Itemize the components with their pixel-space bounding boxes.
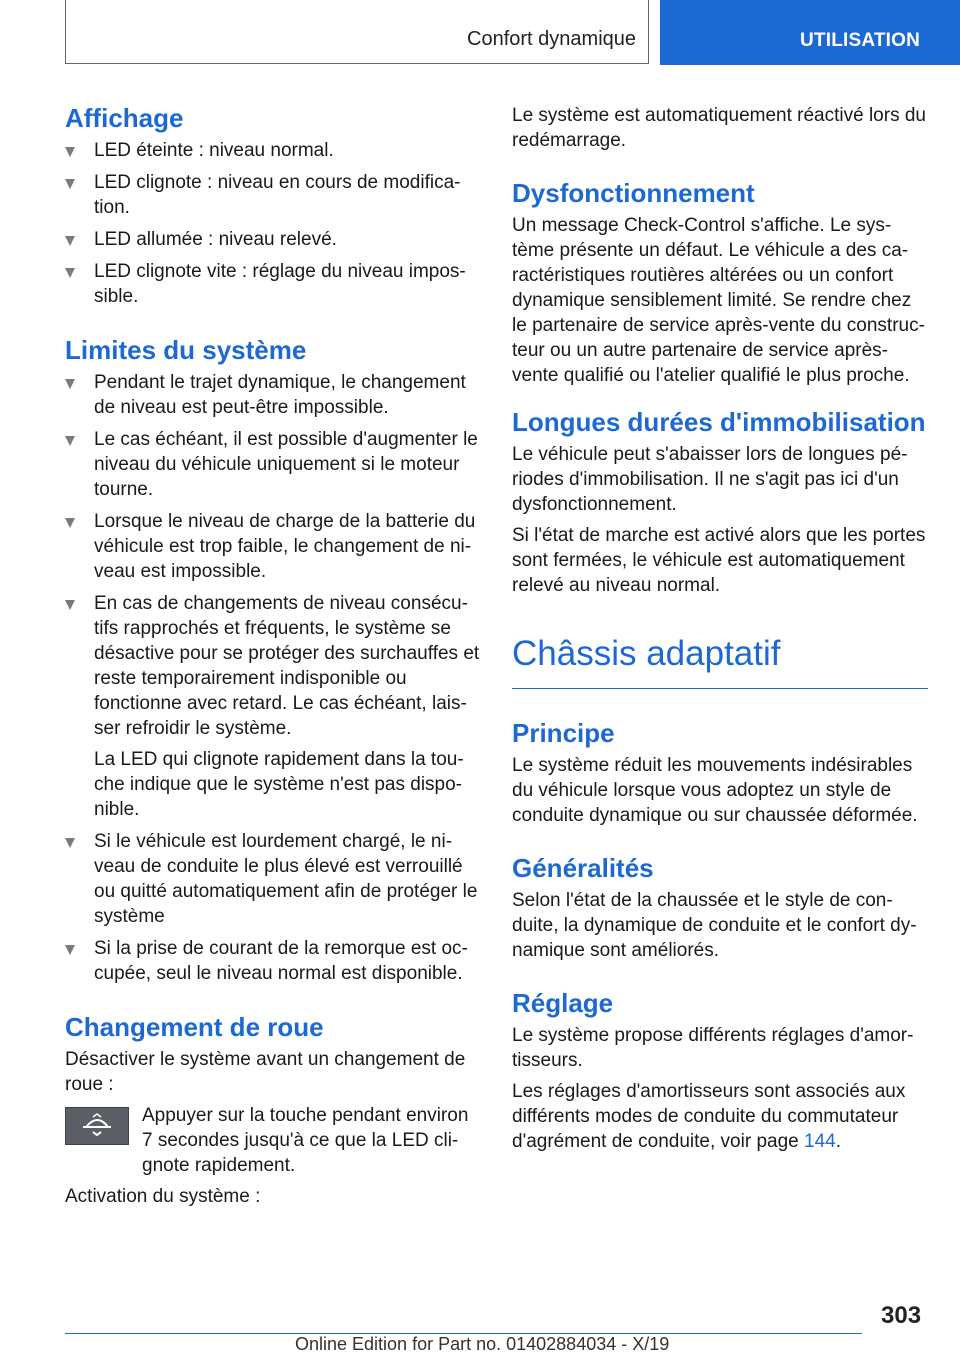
list-item: Le cas échéant, il est possible d'augmenter le niveau du véhicule uniquement si le moteur tourne. [65,427,480,502]
list-item: LED clignote : niveau en cours de modifica‐tion. [65,170,480,220]
header-tab-label: UTILISATION [800,30,921,51]
affichage-heading: Affichage [65,103,184,133]
principe-text: Le système réduit les mouvements indésirables du véhicule lorsque vous adoptez un style de conduite dynamique ou sur chaussée déformée. [512,755,918,826]
dysfonctionnement-text: Un message Check-Control s'affiche. Le sys‐tème présente un défaut. Le véhicule a des ca‐ractéristiques routières altérées ou un confort dynamique sensiblement limité. Se rendre chez le partenaire de service après-vente du construc‐teur ou un autre partenaire de service après-vente qualifié ou l'atelier qualifié le plus proche. [512,215,925,386]
principe-heading: Principe [512,718,615,748]
triangle-down-icon [65,838,75,848]
affichage-list [65,138,480,309]
reglage-text-2: Les réglages d'amortisseurs sont associés aux différents modes de conduite du commutateur d'agrément de conduite, voir page 144. [512,1081,906,1152]
longues-text-1: Le véhicule peut s'abaisser lors de longues pé‐riodes d'immobilisation. Il ne s'agit pas ici d'un dysfonctionnement. [512,444,908,515]
generalites-heading: Généralités [512,853,654,883]
header-tab [660,0,960,65]
reactivation-text: Le système est automatiquement réactivé lors du redémarrage. [512,105,926,151]
car-level-icon [66,1108,128,1144]
list-item-note: La LED qui clignote rapidement dans la tou‐che indique que le système n'est pas dispo‐nible. [94,749,464,820]
right-column [512,103,928,1160]
button-instruction [65,1103,480,1178]
chassis-heading: Châssis adaptatif [512,628,928,689]
triangle-down-icon [65,268,75,278]
footer-edition: Online Edition for Part no. 01402884034 - X/19 [295,1334,670,1354]
list-item: Si le véhicule est lourdement chargé, le ni‐veau de conduite le plus élevé est verrouillé ou quitté automatiquement afin de protéger le système [65,829,480,929]
changement-intro: Désactiver le système avant un changement de roue : [65,1049,466,1095]
longues-text-2: Si l'état de marche est activé alors que les portes sont fermées, le véhicule est automatiquement relevé au niveau normal. [512,525,926,596]
list-item: Pendant le trajet dynamique, le changement de niveau est peut-être impossible. [65,370,480,420]
triangle-down-icon [65,379,75,389]
list-item: LED éteinte : niveau normal. [65,138,480,163]
triangle-down-icon [65,945,75,955]
list-item: LED clignote vite : réglage du niveau impos‐sible. [65,259,480,309]
limites-list [65,370,480,986]
left-column [65,98,480,1215]
triangle-down-icon [65,179,75,189]
reglage-heading: Réglage [512,988,614,1018]
generalites-text: Selon l'état de la chaussée et le style de con‐duite, la dynamique de conduite et le confort dy‐namique sont améliorés. [512,890,917,961]
triangle-down-icon [65,436,75,446]
reglage-text-1: Le système propose différents réglages d'amor‐tisseurs. [512,1025,914,1071]
button-instruction-text: Appuyer sur la touche pendant environ 7 secondes jusqu'à ce que la LED cli‐gnote rapidement. [142,1105,469,1176]
triangle-down-icon [65,518,75,528]
suspension-level-button-icon [65,1107,129,1145]
list-item: LED allumée : niveau relevé. [65,227,480,252]
list-item: En cas de changements de niveau consécu‐tifs rapprochés et fréquents, le système se désactive pour se protéger des surchauffes et reste temporairement indisponible ou fonctionne avec retard. Le cas échéant, lais‐ser refroidir le système. La LED qui clignote rapidement dans la tou‐che indique que le système n'est pas dispo‐nible. [65,591,480,822]
changement-heading: Changement de roue [65,1012,324,1042]
page-number: 303 [881,1302,922,1329]
page-reference-link[interactable]: 144 [804,1131,836,1152]
header-section-title: Confort dynamique [467,28,636,50]
triangle-down-icon [65,600,75,610]
limites-heading: Limites du système [65,335,307,365]
list-item: Si la prise de courant de la remorque est oc‐cupée, seul le niveau normal est disponible. [65,936,480,986]
list-item: Lorsque le niveau de charge de la batterie du véhicule est trop faible, le changement de ni‐veau est impossible. [65,509,480,584]
dysfonctionnement-heading: Dysfonctionnement [512,178,755,208]
activation-text: Activation du système : [65,1186,261,1207]
triangle-down-icon [65,147,75,157]
triangle-down-icon [65,236,75,246]
longues-heading: Longues durées d'immobilisation [512,407,926,437]
